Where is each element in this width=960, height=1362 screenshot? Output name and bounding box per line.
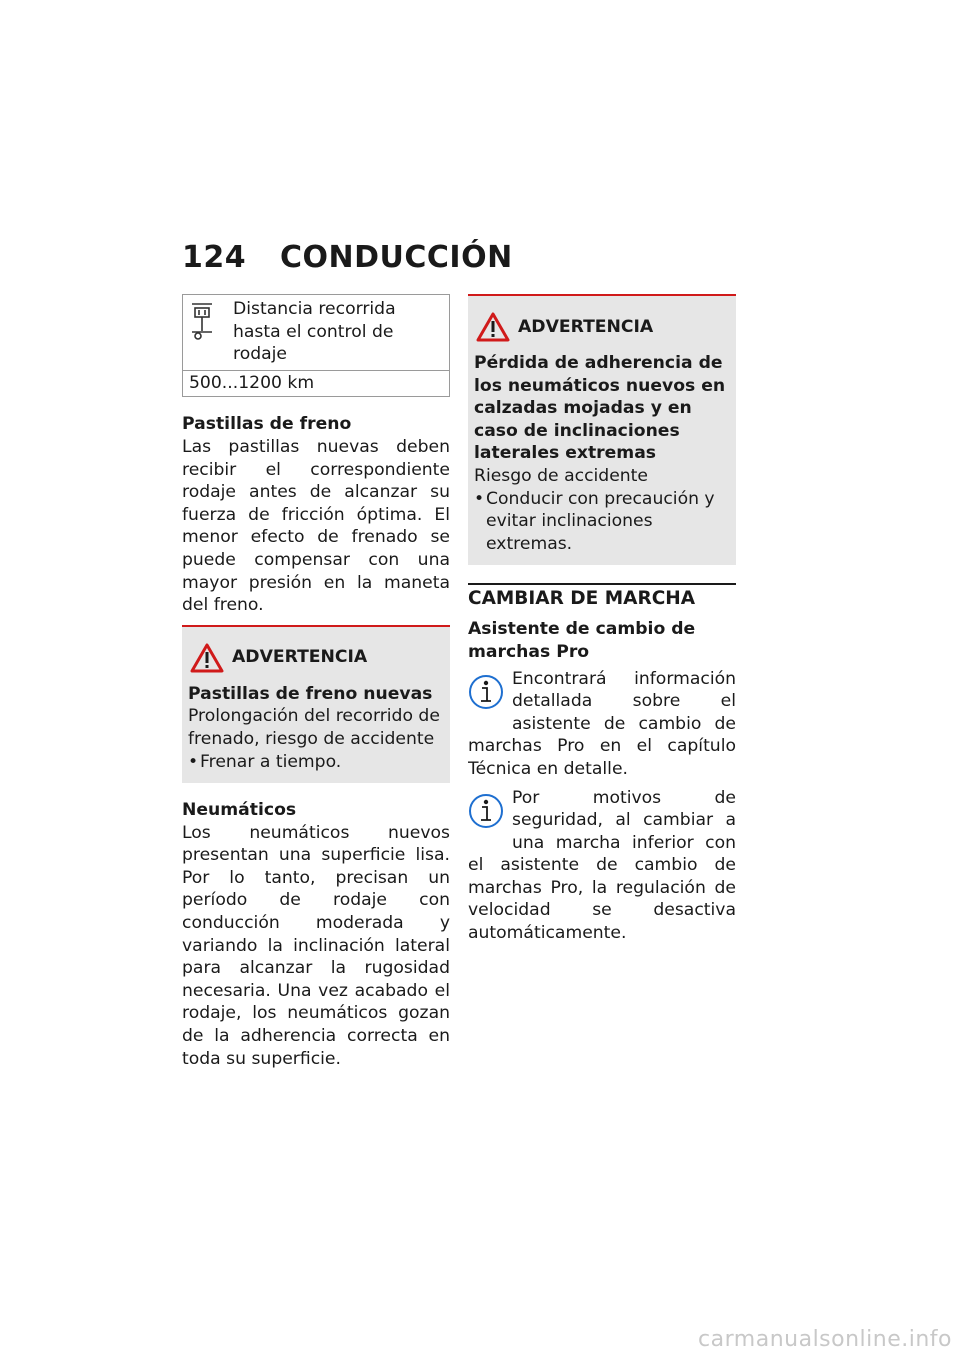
info-text-1: Encontrará información detallada sobre el asistente de cambio de marchas Pro en el capítulo Técnica en detalle. — [468, 668, 736, 779]
spec-row-label — [183, 295, 449, 371]
spec-label: Distancia recorrida hasta el control de rodaje — [233, 299, 396, 365]
warning-bullet-text: Frenar a tiempo. — [200, 751, 342, 772]
tires-text: Los neumáticos nuevos presentan una superficie lisa. Por lo tanto, precisan un período de rodaje con conducción moderada y variando la inclinación lateral para alcanzar la rugosidad necesaria. Una vez acabado el rodaje, los neumáticos gozan de la adherencia correcta en toda su superficie. — [182, 822, 450, 1069]
odometer-service-icon — [189, 298, 233, 366]
warning-bullet: • Frenar a tiempo. — [188, 751, 342, 772]
warning-box-brake-pads — [182, 625, 450, 783]
info-icon — [468, 789, 504, 833]
warning-text: Prolongación del recorrido de frenado, riesgo de accidente — [188, 706, 440, 749]
warning-title-row — [188, 643, 444, 673]
spec-value: 500...1200 km — [189, 372, 315, 393]
page-header — [182, 240, 513, 275]
info-icon — [468, 670, 504, 714]
warning-box-tires — [468, 294, 736, 565]
chapter-title: CONDUCCIÓN — [280, 240, 513, 275]
warning-triangle-icon — [476, 312, 510, 342]
info-note-1 — [468, 668, 736, 781]
warning-title: ADVERTENCIA — [518, 316, 654, 337]
spec-table — [182, 294, 450, 397]
brake-pads-heading: Pastillas de freno — [182, 414, 352, 435]
section-title-gear-shift: CAMBIAR DE MARCHA — [468, 583, 736, 610]
warning-bullet-text: Conducir con precaución y evitar inclinaciones extremas. — [486, 488, 715, 554]
info-note-2 — [468, 787, 736, 945]
brake-pads-text: Las pastillas nuevas deben recibir el correspondiente rodaje antes de alcanzar su fuerza de fricción óptima. El menor efecto de frenado se puede compensar con una mayor presión en la maneta del freno. — [182, 436, 450, 616]
left-column — [182, 294, 450, 1070]
warning-title-row — [474, 312, 730, 342]
warning-bullet: • Conducir con precaución y evitar inclinaciones extremas. — [474, 488, 730, 556]
right-column — [468, 294, 736, 945]
warning-text: Riesgo de accidente — [474, 465, 648, 486]
warning-triangle-icon — [190, 643, 224, 673]
warning-heading: Pastillas de freno nuevas — [188, 683, 433, 704]
shift-assistant-heading: Asistente de cambio de marchas Pro — [468, 619, 696, 662]
warning-title: ADVERTENCIA — [232, 647, 368, 668]
info-text-2: Por motivos de seguridad, al cambiar a una marcha inferior con el asistente de cambio de marchas Pro, la regulación de velocidad se desactiva automáticamente. — [468, 787, 736, 944]
watermark: carmanualsonline.info — [698, 1327, 952, 1352]
warning-heading: Pérdida de adherencia de los neumáticos nuevos en calzadas mojadas y en caso de inclinaciones laterales extremas — [474, 353, 726, 464]
page-number: 124 — [182, 240, 247, 275]
tires-heading: Neumáticos — [182, 800, 297, 821]
